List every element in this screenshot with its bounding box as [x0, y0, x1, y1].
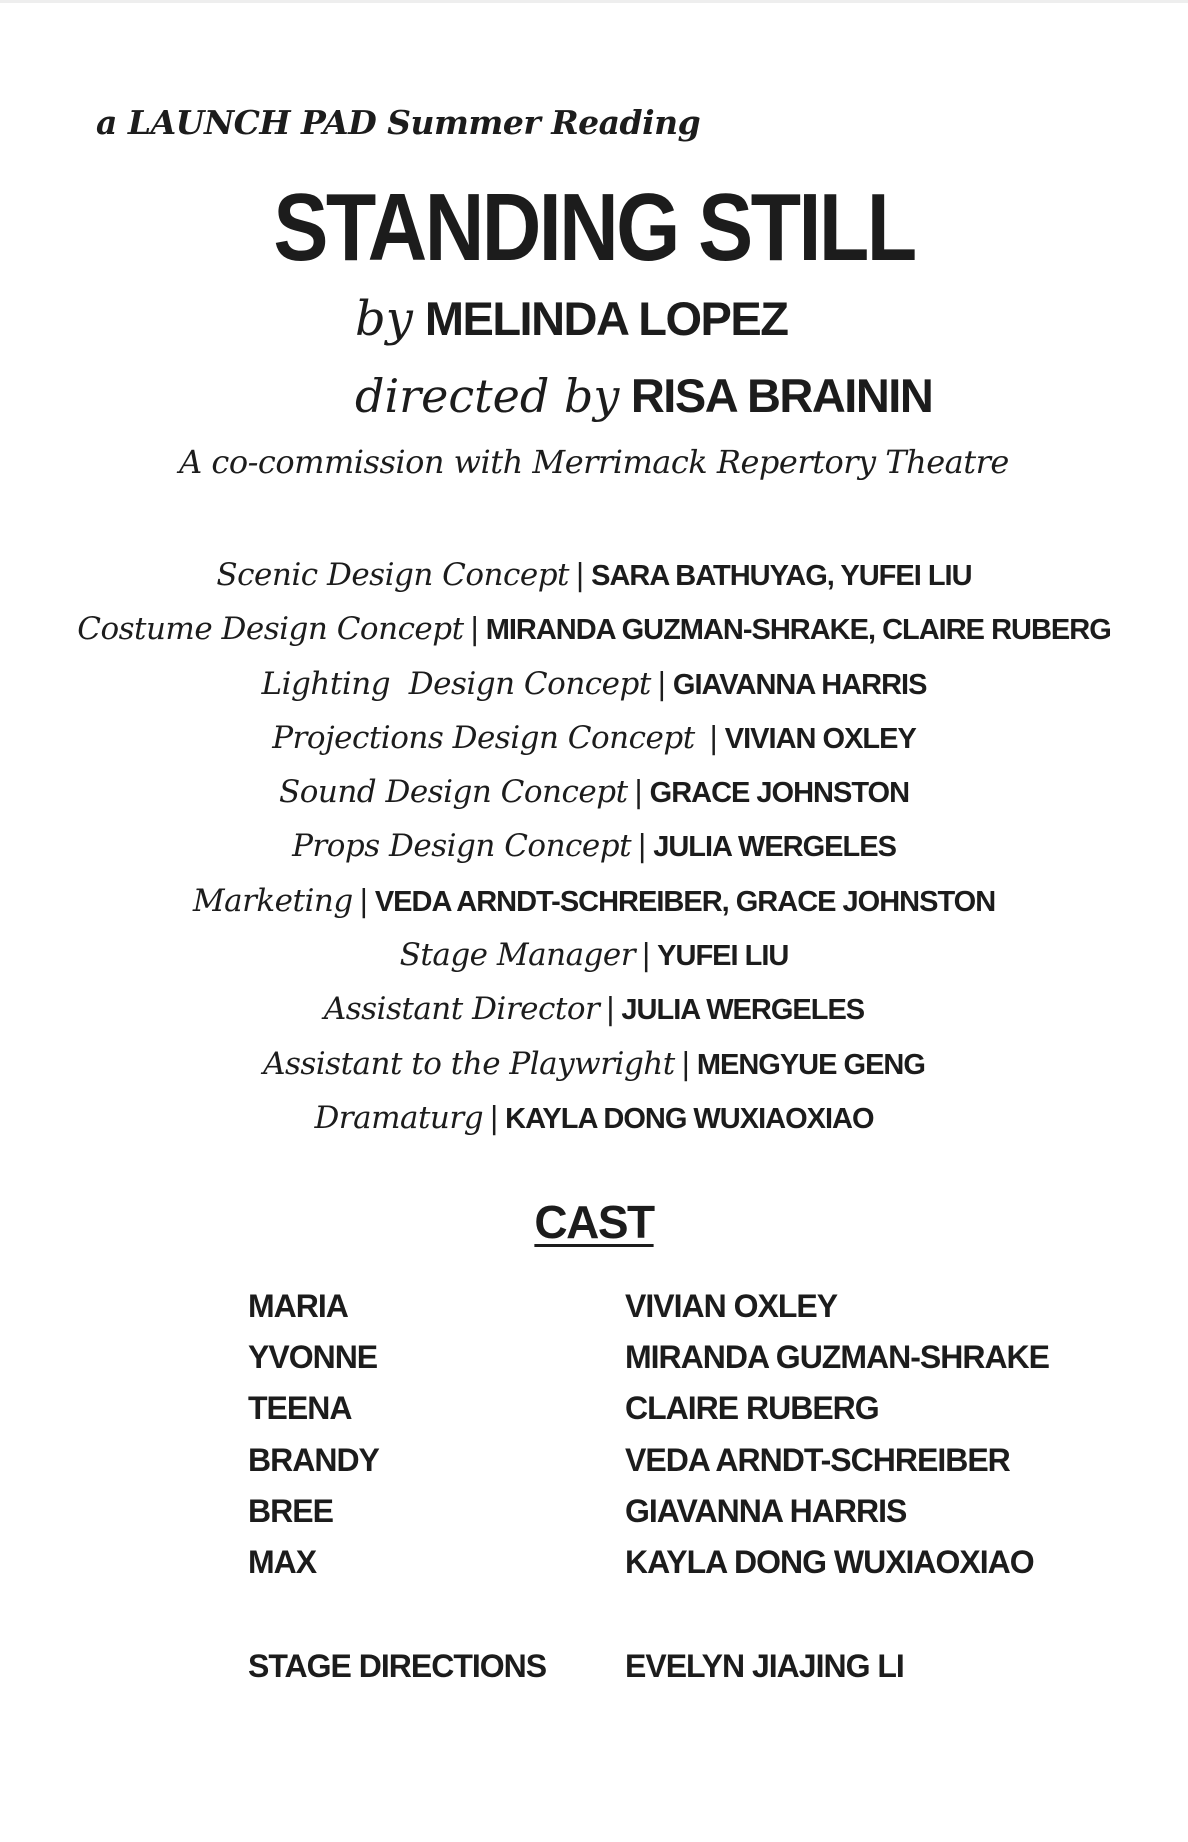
- cast-row: [0, 1442, 1188, 1493]
- cast-row: [0, 1493, 1188, 1544]
- cast-heading: [0, 1195, 1188, 1249]
- credit-role: Scenic Design Concept: [216, 557, 570, 593]
- credits-list: [0, 548, 1188, 1145]
- cast-row: [0, 1288, 1188, 1339]
- cast-character: MARIA: [248, 1288, 348, 1324]
- cast-character: TEENA: [248, 1390, 352, 1427]
- credit-row: [0, 548, 1188, 602]
- credit-role: Dramaturg: [314, 1099, 484, 1136]
- cast-actor: MIRANDA GUZMAN-SHRAKE: [625, 1339, 1049, 1376]
- stage-directions-reader: EVELYN JIAJING LI: [625, 1648, 904, 1684]
- credit-row: [0, 711, 1188, 765]
- credit-row: [0, 1091, 1188, 1145]
- credit-names: MIRANDA GUZMAN-SHRAKE, CLAIRE RUBERG: [485, 614, 1111, 647]
- cast-actor: CLAIRE RUBERG: [625, 1390, 879, 1427]
- cast-actor: VEDA ARNDT-SCHREIBER: [625, 1441, 1010, 1478]
- credit-row: [0, 819, 1188, 873]
- event-kicker: a LAUNCH PAD Summer Reading: [96, 103, 701, 142]
- credit-separator: |: [641, 938, 652, 974]
- play-title: [83, 173, 1105, 283]
- cast-character: BRANDY: [248, 1441, 379, 1478]
- credit-names: GRACE JOHNSTON: [649, 777, 910, 810]
- credit-separator: |: [358, 883, 369, 919]
- credit-role: Props Design Concept: [292, 828, 632, 865]
- credit-separator: |: [575, 558, 586, 593]
- credit-role: Sound Design Concept: [278, 774, 628, 811]
- director-prefix: directed by: [355, 369, 620, 423]
- credit-row: [0, 874, 1188, 928]
- commission-note: A co-commission with Merrimack Repertory Theatre: [179, 443, 1009, 481]
- director-name: RISA BRAININ: [630, 369, 933, 422]
- cast-actor: VIVIAN OXLEY: [625, 1288, 838, 1324]
- credit-role: Stage Manager: [399, 937, 636, 974]
- cast-row: [0, 1339, 1188, 1390]
- credit-row: [0, 602, 1188, 656]
- credit-names: MENGYUE GENG: [696, 1048, 925, 1081]
- cast-row: [0, 1390, 1188, 1441]
- credit-names: SARA BATHUYAG, YUFEI LIU: [591, 560, 972, 592]
- credit-row: [0, 928, 1188, 982]
- credit-role: Assistant Director: [323, 991, 600, 1028]
- stage-directions-row: [0, 1648, 1188, 1688]
- cast-actor: KAYLA DONG WUXIAOXIAO: [625, 1543, 1034, 1580]
- credit-role: Costume Design Concept: [77, 611, 464, 648]
- credit-separator: |: [680, 1046, 691, 1082]
- credit-names: GIAVANNA HARRIS: [672, 668, 927, 701]
- credit-separator: |: [708, 720, 719, 756]
- credit-names: JULIA WERGELES: [621, 994, 865, 1027]
- credit-row: [0, 657, 1188, 711]
- playwright-prefix: by: [355, 291, 413, 347]
- credit-role: Projections Design Concept: [272, 719, 695, 756]
- credit-separator: |: [469, 612, 480, 648]
- credit-row: [0, 1037, 1188, 1091]
- credit-names: JULIA WERGELES: [653, 831, 896, 864]
- cast-character: YVONNE: [248, 1339, 378, 1376]
- cast-character: MAX: [248, 1543, 317, 1580]
- credit-separator: |: [637, 829, 648, 865]
- credit-separator: |: [605, 992, 616, 1028]
- credit-role: Lighting Design Concept: [261, 665, 651, 702]
- credit-row: [0, 982, 1188, 1036]
- playwright-line: [355, 291, 787, 347]
- director-line: [355, 368, 932, 423]
- stage-directions-label: STAGE DIRECTIONS: [248, 1648, 547, 1684]
- credit-role: Marketing: [192, 882, 353, 919]
- credit-separator: |: [489, 1100, 500, 1136]
- credit-names: VIVIAN OXLEY: [724, 722, 916, 755]
- credit-role: Assistant to the Playwright: [263, 1045, 675, 1082]
- credit-row: [0, 765, 1188, 819]
- cast-row: [0, 1544, 1188, 1595]
- cast-heading-text: CAST: [534, 1196, 654, 1248]
- credit-separator: |: [656, 666, 667, 702]
- play-title-text: STANDING STILL: [273, 174, 915, 281]
- cast-list: [0, 1288, 1188, 1595]
- credit-names: VEDA ARNDT-SCHREIBER, GRACE JOHNSTON: [374, 885, 996, 918]
- cast-character: BREE: [248, 1492, 333, 1529]
- credit-separator: |: [633, 775, 644, 811]
- playwright-name: MELINDA LOPEZ: [424, 292, 788, 345]
- cast-actor: GIAVANNA HARRIS: [625, 1492, 907, 1529]
- credit-names: KAYLA DONG WUXIAOXIAO: [505, 1102, 874, 1135]
- credit-names: YUFEI LIU: [657, 940, 789, 973]
